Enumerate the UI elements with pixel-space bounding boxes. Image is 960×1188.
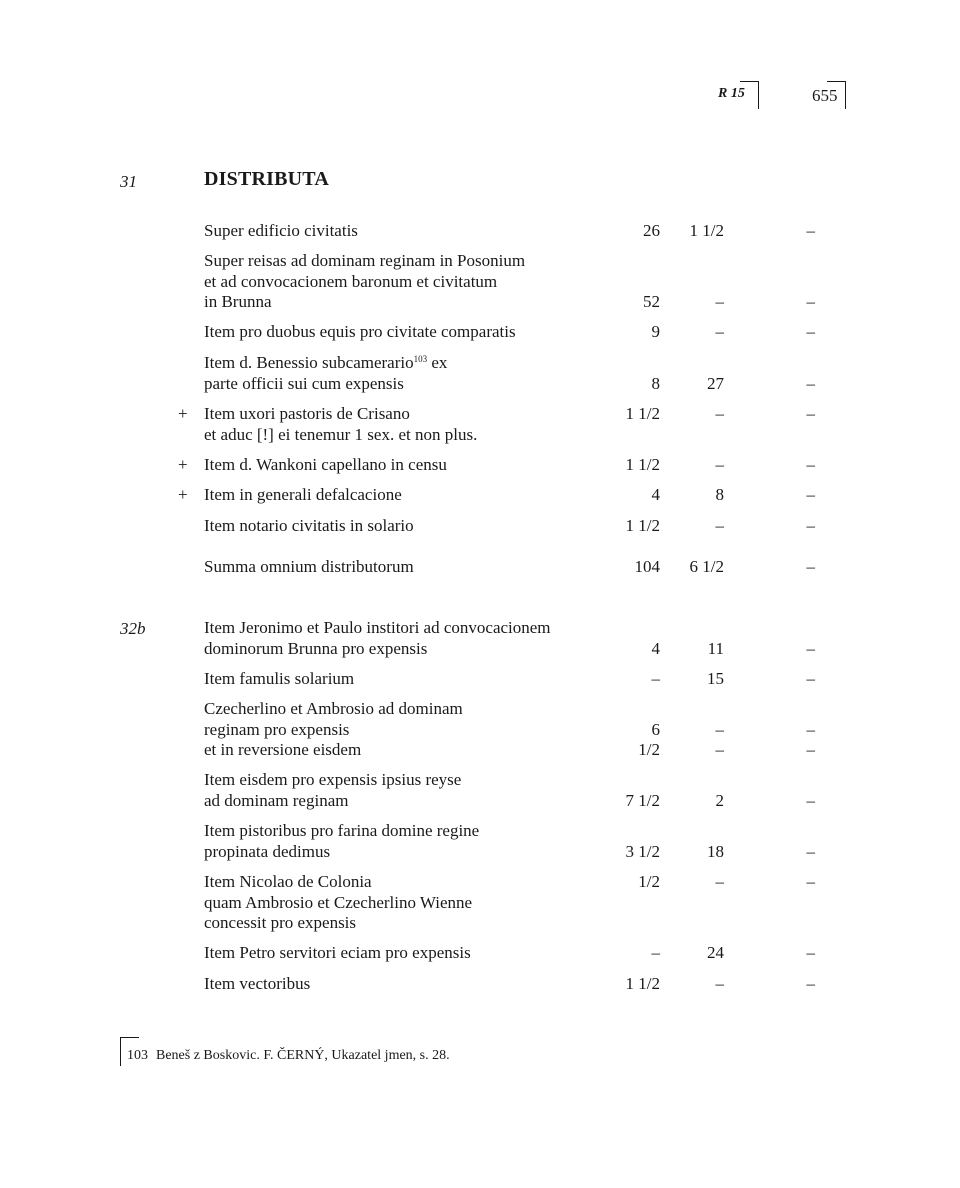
amount-first-column: 4 xyxy=(651,638,660,658)
amount-second-column: 27 xyxy=(707,373,724,393)
amount-first-column: 8 xyxy=(651,373,660,393)
entry-description xyxy=(204,516,614,537)
amount-third-column: – xyxy=(806,557,815,576)
amount-third-column: – xyxy=(806,455,815,474)
amount-first-column: – xyxy=(651,669,660,688)
page-number: 655 xyxy=(812,86,838,105)
amount-third-column: – xyxy=(806,322,815,341)
entry-line: et aduc [!] ei tenemur 1 sex. et non plus. xyxy=(204,424,478,444)
entry-line: Item eisdem pro expensis ipsius reyse xyxy=(204,770,462,789)
entry-line: Super edificio civitatis xyxy=(204,221,358,240)
amount-third-column: – xyxy=(806,373,815,393)
amount-third-column: – xyxy=(806,638,815,658)
amount-third-column: – xyxy=(806,872,815,891)
entry-description xyxy=(204,669,614,690)
entry-line: reginam pro expensis xyxy=(204,719,350,739)
entry-description xyxy=(204,872,614,934)
entry-line: et in reversione eisdem xyxy=(204,740,362,759)
entry-marker: + xyxy=(178,485,188,504)
amount-third-column: – xyxy=(806,221,815,240)
entry-line: parte officii sui cum expensis xyxy=(204,373,404,393)
entry-description xyxy=(204,404,614,445)
entry-line: Super reisas ad dominam reginam in Posonium xyxy=(204,251,526,270)
page-number-corner-mark xyxy=(827,81,846,109)
footnote xyxy=(127,1048,450,1064)
entry-description xyxy=(204,618,614,659)
amount-second-column: – xyxy=(715,719,724,739)
amount-first-column: – xyxy=(651,943,660,962)
amount-third-column: – xyxy=(806,974,815,993)
entry-marker: + xyxy=(178,455,188,474)
amount-first-column: 1 1/2 xyxy=(625,404,660,423)
entry-line: Item Jeronimo et Paulo institori ad convocacionem xyxy=(204,618,551,637)
amount-first-column: 4 xyxy=(651,485,660,504)
amount-third-column: – xyxy=(806,292,815,311)
amount-third-column: – xyxy=(806,943,815,962)
entry-line: Item Nicolao de Colonia xyxy=(204,872,372,891)
amount-first-column: 7 1/2 xyxy=(625,790,660,810)
entry-description xyxy=(204,485,614,506)
entry-line: propinata dedimus xyxy=(204,841,331,861)
amount-first-column: 9 xyxy=(651,322,660,341)
amount-second-column: 11 xyxy=(707,638,724,658)
amount-third-column: – xyxy=(806,841,815,861)
amount-second-column: – xyxy=(715,872,724,891)
entry-line: Item famulis solarium xyxy=(204,669,355,688)
entry-description xyxy=(204,770,614,811)
amount-third-column: – xyxy=(806,485,815,504)
entry-description xyxy=(204,821,614,862)
amount-second-column: 6 1/2 xyxy=(689,557,724,576)
entry-line: ad dominam reginam xyxy=(204,790,349,810)
entry-line: et ad convocacionem baronum et civitatum xyxy=(204,271,498,291)
entry-line: in Brunna xyxy=(204,292,272,311)
entry-line: Item pro duobus equis pro civitate comparatis xyxy=(204,322,516,341)
footnote-reference: 103 xyxy=(413,354,428,364)
entry-line: Item pistoribus pro farina domine regine xyxy=(204,821,480,840)
entry-description xyxy=(204,943,614,964)
amount-third-column: – xyxy=(806,516,815,535)
amount-first-column: 1/2 xyxy=(638,872,660,891)
entry-line: quam Ambrosio et Czecherlino Wienne xyxy=(204,892,473,912)
entry-line: Item d. Wankoni capellano in censu xyxy=(204,455,447,474)
amount-first-column: 104 xyxy=(634,557,660,576)
amount-first-column: 3 1/2 xyxy=(625,841,660,861)
amount-first-column: 52 xyxy=(643,292,660,311)
amount-third-column: – xyxy=(806,669,815,688)
amount-second-column: 1 1/2 xyxy=(689,221,724,240)
amount-first-column: 1 1/2 xyxy=(625,455,660,474)
amount-second-column: 2 xyxy=(715,790,724,810)
entry-line: Item vectoribus xyxy=(204,974,311,993)
amount-second-column: 15 xyxy=(707,669,724,688)
amount-second-column: 18 xyxy=(707,841,724,861)
entry-description xyxy=(204,557,614,578)
footnote-text: Beneš z Boskovic. F. ČERNÝ, Ukazatel jmen, s. 28. xyxy=(156,1048,450,1063)
entry-line-text: Item d. Benessio subcamerario xyxy=(204,353,414,372)
amount-second-column: – xyxy=(715,292,724,311)
entry-description xyxy=(204,353,614,394)
amount-second-column: 8 xyxy=(715,485,724,504)
amount-first-column: 6 xyxy=(651,719,660,739)
amount-second-column: – xyxy=(715,974,724,993)
entry-description xyxy=(204,322,614,343)
section-title: DISTRIBUTA xyxy=(204,168,329,190)
amount-third-column: – xyxy=(806,790,815,810)
entry-line: Czecherlino et Ambrosio ad dominam xyxy=(204,699,463,718)
amount-third-column: – xyxy=(806,719,815,739)
amount-first-column: 26 xyxy=(643,221,660,240)
entry-description xyxy=(204,974,614,995)
amount-third-column: – xyxy=(806,404,815,423)
footnote-number: 103 xyxy=(127,1048,148,1063)
entry-line: Item uxori pastoris de Crisano xyxy=(204,404,410,423)
amount-second-column: 24 xyxy=(707,943,724,962)
section-number-31: 31 xyxy=(120,172,137,191)
section-number-32b: 32b xyxy=(120,619,146,638)
entry-line: Item notario civitatis in solario xyxy=(204,516,414,535)
entry-line: Summa omnium distributorum xyxy=(204,557,414,576)
running-head-corner-mark xyxy=(740,81,759,109)
running-head-ref: R 15 xyxy=(718,86,745,101)
amount-first-column: 1 1/2 xyxy=(625,516,660,535)
amount-second-column: – xyxy=(715,516,724,535)
amount-second-column: – xyxy=(715,455,724,474)
entry-marker: + xyxy=(178,404,188,423)
entry-description xyxy=(204,455,614,476)
entry-line: Item in generali defalcacione xyxy=(204,485,402,504)
amount-third-column: – xyxy=(806,740,815,759)
amount-second-column: – xyxy=(715,404,724,423)
entry-line: dominorum Brunna pro expensis xyxy=(204,638,428,658)
amount-first-column: 1 1/2 xyxy=(625,974,660,993)
entry-line-text: ex xyxy=(427,353,448,372)
amount-second-column: – xyxy=(715,740,724,759)
entry-line: Item Petro servitori eciam pro expensis xyxy=(204,943,471,962)
amount-second-column: – xyxy=(715,322,724,341)
amount-first-column: 1/2 xyxy=(638,740,660,759)
entry-description xyxy=(204,221,614,242)
entry-line xyxy=(204,353,614,374)
entry-description xyxy=(204,251,614,313)
entry-description xyxy=(204,699,614,761)
entry-line: concessit pro expensis xyxy=(204,913,357,932)
